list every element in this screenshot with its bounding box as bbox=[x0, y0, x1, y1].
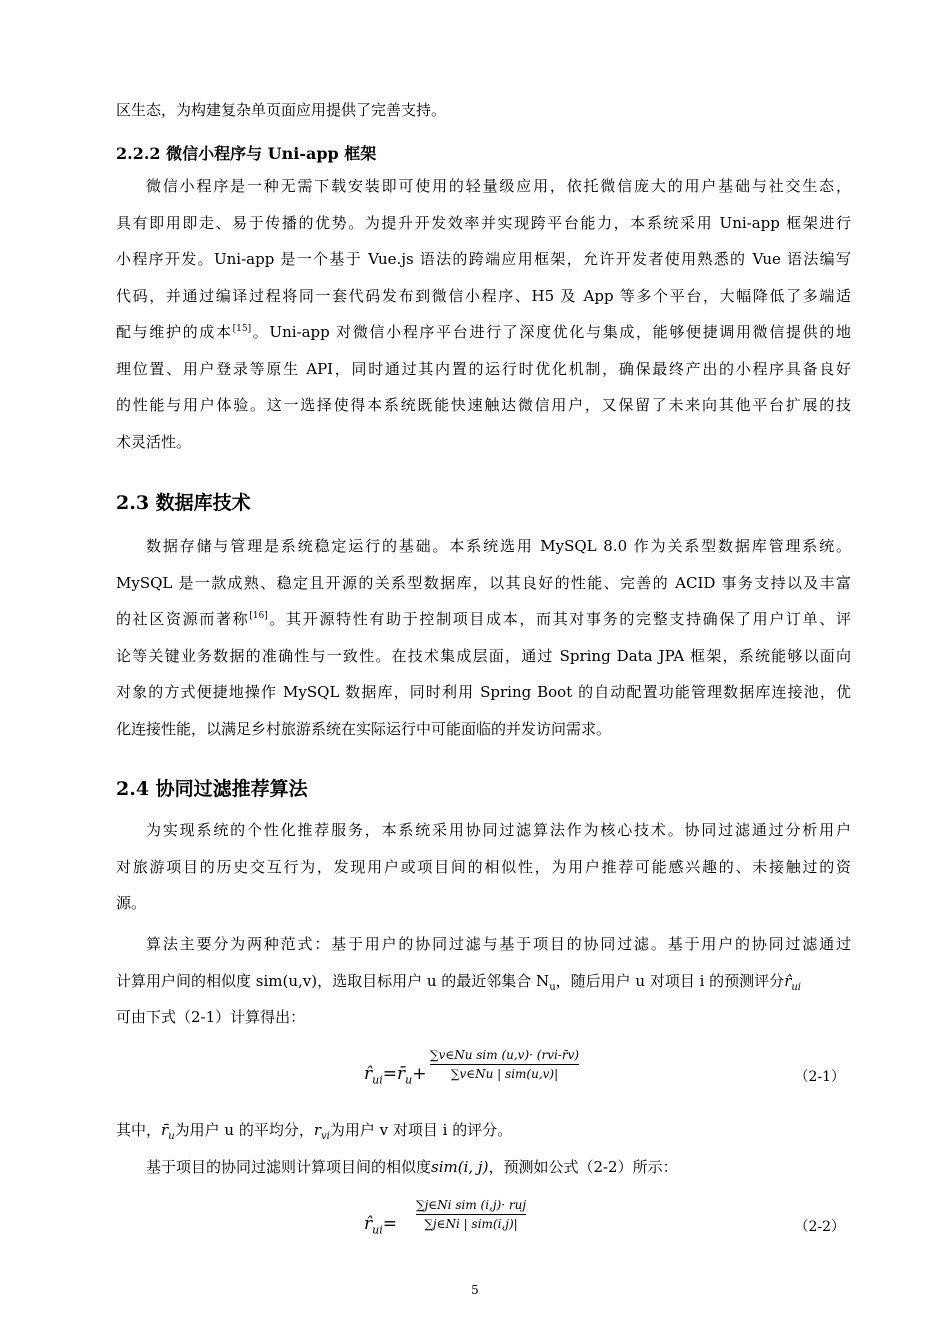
text-line: 术灵活性。 bbox=[116, 432, 192, 451]
text-line: 可由下式（2-1）计算得出： bbox=[116, 1008, 306, 1026]
subscript: ui bbox=[791, 981, 801, 993]
equation-lhs bbox=[364, 1214, 397, 1236]
text-line: 的性能与用户体验。这一选择使得本系统既能快速触达微信用户，又保留了未来向其他平台扩展的技 bbox=[116, 396, 851, 414]
text-line: 小程序开发。Uni-app 是一个基于 Vue.js 语法的跨端应用框架，允许开发者使用熟悉的 Vue 语法编写 bbox=[116, 250, 851, 268]
equals-sign: = bbox=[382, 1214, 397, 1234]
subscript: u bbox=[549, 981, 556, 993]
text-span: 为用户 v 对项目 i 的评分。 bbox=[329, 1121, 513, 1139]
text-span: 计算用户间的相似度 sim(u,v)，选取目标用户 u 的最近邻集合 N bbox=[116, 971, 550, 990]
math-symbol: r̄ bbox=[397, 1064, 406, 1084]
text-line: 数据存储与管理是系统稳定运行的基础。本系统选用 MySQL 8.0 作为关系型数据库管理系统。 bbox=[146, 537, 851, 555]
text-line: MySQL 是一款成熟、稳定且开源的关系型数据库，以其良好的性能、完善的 ACID 事务支持以及丰富 bbox=[116, 573, 851, 592]
subscript: u bbox=[405, 1073, 413, 1087]
citation-ref: [15] bbox=[232, 324, 252, 334]
equation-2-2 bbox=[116, 1194, 851, 1254]
intro-tail-paragraph bbox=[116, 92, 851, 129]
text-span: 其中， bbox=[116, 1121, 162, 1139]
equation-fraction bbox=[430, 1048, 579, 1081]
subsection-title-2-2-2: 2.2.2 微信小程序与 Uni-app 框架 bbox=[116, 144, 377, 163]
paragraph-database bbox=[116, 528, 851, 747]
subscript: u bbox=[168, 1131, 175, 1142]
math-rhat: r̂ bbox=[784, 971, 792, 990]
text-line: 论等关键业务数据的准确性与一致性。在技术集成层面，通过 Spring Data JPA 框架，系统能够以面向 bbox=[116, 646, 851, 665]
text-line: 对象的方式便捷地操作 MySQL 数据库，同时利用 Spring Boot 的自动配置功能管理数据库连接池，优 bbox=[116, 683, 851, 701]
math-symbol: r̂ bbox=[364, 1214, 373, 1234]
equation-number: （2-2） bbox=[794, 1219, 845, 1235]
text-span: 配与维护的成本 bbox=[116, 323, 233, 341]
page-number: 5 bbox=[471, 1283, 479, 1297]
subscript: vi bbox=[321, 1131, 330, 1142]
equation-fraction bbox=[416, 1198, 526, 1231]
math-symbol: r̂ bbox=[364, 1064, 373, 1084]
section-title-2-4: 2.4 协同过滤推荐算法 bbox=[116, 778, 308, 800]
fraction-bar bbox=[416, 1214, 526, 1215]
fraction-numerator: ∑v∈Nu sim (u,v)· (rvi-r̄v) bbox=[430, 1048, 580, 1062]
paragraph-cf-types bbox=[116, 926, 851, 1036]
text-span: 为用户 u 的平均分， bbox=[174, 1121, 314, 1139]
text-line: 源。 bbox=[116, 894, 147, 912]
text-line: 理位置、用户登录等原生 API，同时通过其内置的运行时优化机制，确保最终产出的小程序具备良好 bbox=[116, 359, 851, 378]
text-line bbox=[116, 314, 851, 351]
subscript: ui bbox=[372, 1223, 383, 1237]
text-line: 具有即用即走、易于传播的优势。为提升开发效率并实现跨平台能力，本系统采用 Uni-app 框架进行 bbox=[116, 213, 851, 232]
text-line bbox=[116, 601, 851, 638]
text-span: 。其开源特性有助于控制项目成本，而其对事务的完整支持确保了用户订单、评 bbox=[267, 610, 851, 628]
section-title-2-3: 2.3 数据库技术 bbox=[116, 492, 251, 514]
math-symbol: r bbox=[313, 1121, 322, 1139]
paragraph-cf-intro bbox=[116, 812, 851, 922]
equals-sign: = bbox=[382, 1064, 397, 1084]
math-symbol: r̄ bbox=[161, 1121, 169, 1139]
equation-2-1 bbox=[116, 1046, 851, 1106]
text-span: ，预测如公式（2-2）所示： bbox=[488, 1157, 678, 1176]
text-line bbox=[116, 963, 851, 1000]
math-sim: sim(i, j) bbox=[431, 1157, 489, 1176]
fraction-numerator: ∑j∈Ni sim (i,j)· ruj bbox=[416, 1198, 527, 1212]
text-span: 的社区资源而著称 bbox=[116, 610, 250, 628]
text-line: 代码，并通过编译过程将同一套代码发布到微信小程序、H5 及 App 等多个平台，大幅降低了多端适 bbox=[116, 286, 851, 305]
text-line bbox=[116, 1112, 851, 1149]
citation-ref: [16] bbox=[249, 611, 268, 621]
text-span: 。Uni-app 对微信小程序平台进行了深度优化与集成，能够便捷调用微信提供的地 bbox=[251, 323, 851, 341]
subscript: ui bbox=[372, 1073, 383, 1087]
text-line: 算法主要分为两种范式：基于用户的协同过滤与基于项目的协同过滤。基于用户的协同过滤通过 bbox=[146, 935, 851, 953]
fraction-denominator: ∑j∈Ni | sim(i,j)| bbox=[424, 1217, 518, 1231]
text-line: 微信小程序是一种无需下载安装即可使用的轻量级应用，依托微信庞大的用户基础与社交生态， bbox=[146, 177, 851, 195]
paragraph-eq1-explain bbox=[116, 1112, 851, 1185]
fraction-bar bbox=[430, 1064, 579, 1065]
equation-number: （2-1） bbox=[794, 1069, 845, 1085]
text-span: 基于项目的协同过滤则计算项目间的相似度 bbox=[146, 1157, 432, 1176]
equation-lhs bbox=[364, 1064, 426, 1086]
text-line: 为实现系统的个性化推荐服务，本系统采用协同过滤算法作为核心技术。协同过滤通过分析用户 bbox=[146, 821, 851, 839]
fraction-denominator: ∑v∈Nu | sim(u,v)| bbox=[450, 1067, 559, 1081]
plus-sign: + bbox=[412, 1064, 427, 1084]
text-line: 对旅游项目的历史交互行为，发现用户或项目间的相似性，为用户推荐可能感兴趣的、未接触过的资 bbox=[116, 857, 851, 876]
text-line: 区生态，为构建复杂单页面应用提供了完善支持。 bbox=[116, 101, 447, 119]
text-line: 化连接性能，以满足乡村旅游系统在实际运行中可能面临的并发访问需求。 bbox=[116, 719, 612, 738]
text-line bbox=[116, 1149, 851, 1186]
text-span: ，随后用户 u 对项目 i 的预测评分 bbox=[555, 971, 785, 990]
paragraph-wechat-uniapp bbox=[116, 168, 851, 460]
